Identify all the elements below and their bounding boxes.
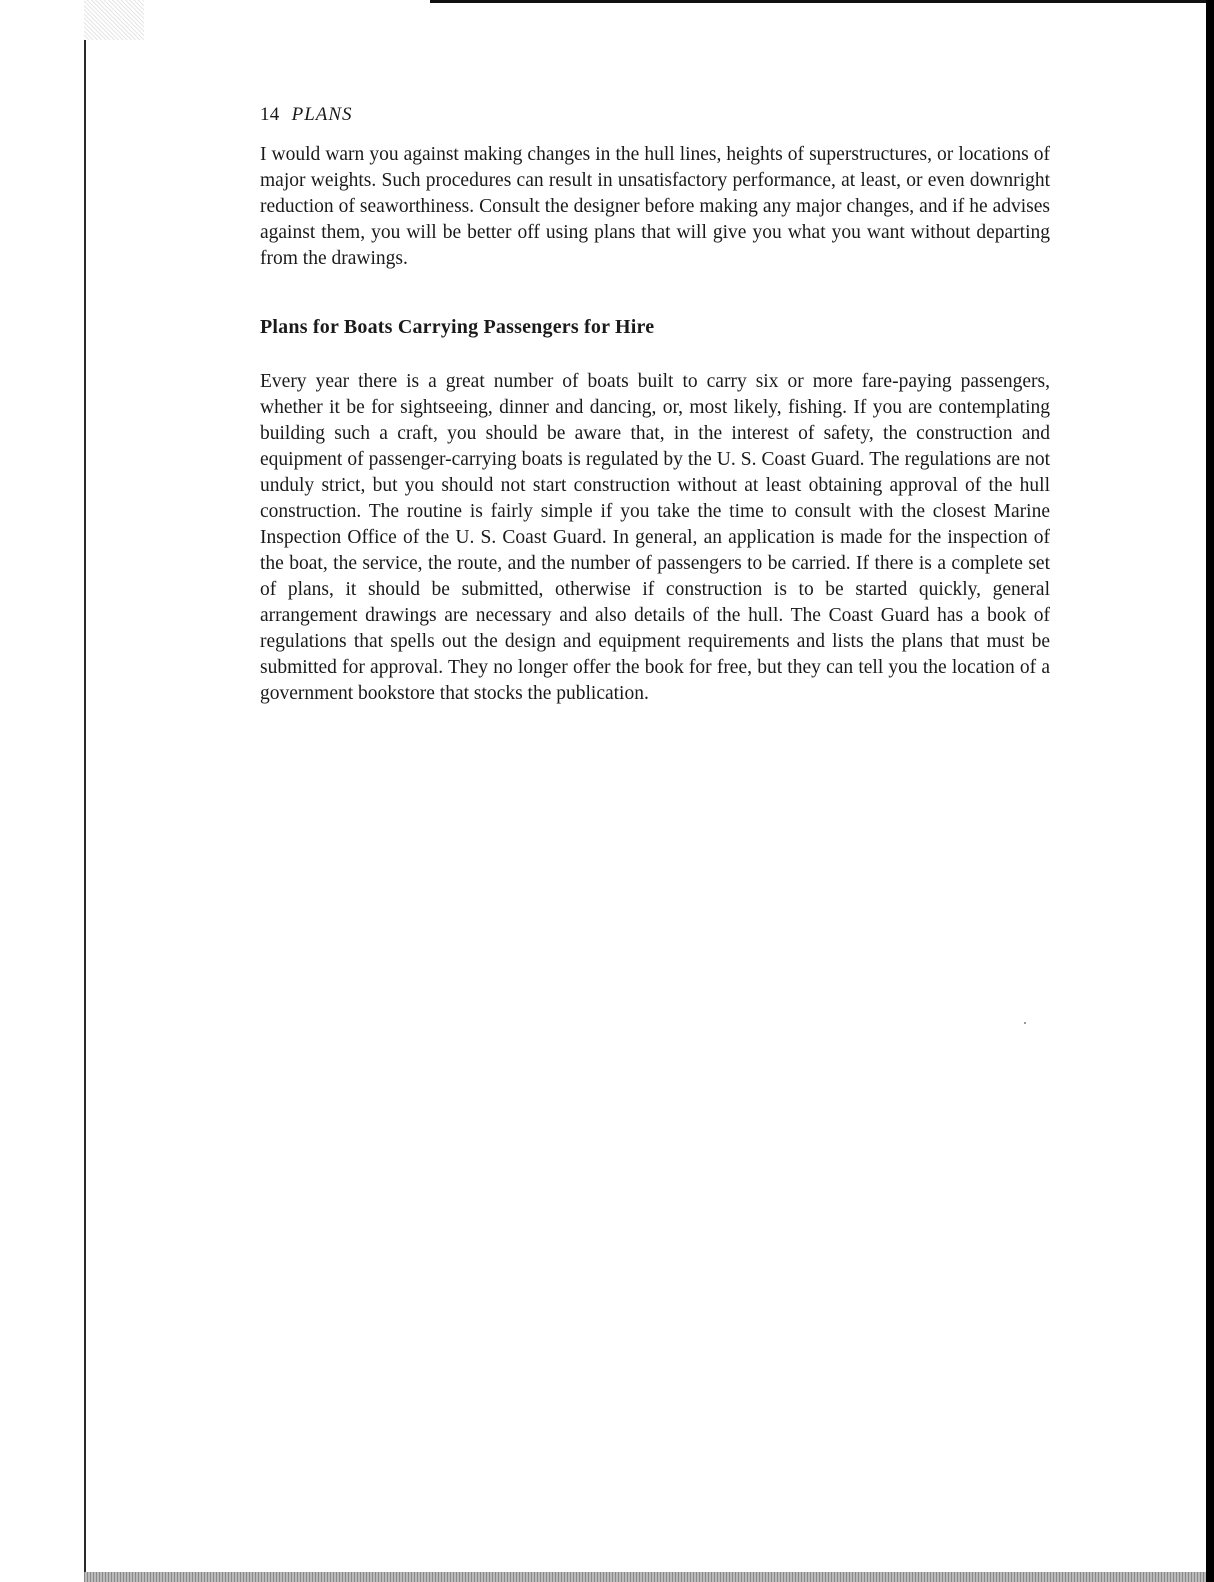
scan-noise-corner <box>84 0 144 40</box>
scan-edge-top <box>430 0 1206 3</box>
scan-edge-bottom <box>84 1572 1206 1582</box>
page-number: 14 <box>260 104 280 125</box>
scan-margin-left <box>0 0 86 1582</box>
book-page <box>260 104 1050 707</box>
running-head <box>260 104 1050 126</box>
scan-edge-left <box>84 0 86 1582</box>
section-paragraph: Every year there is a great number of boats built to carry six or more fare-paying passengers, whether it be for sightseeing, dinner and dancing, or, most likely, fishing. If you are contemplating building such a craft, you should be aware that, in the interest of safety, the construction and equipment of passenger-carrying boats is regulated by the U. S. Coast Guard. The regulations are not unduly strict, but you should not start construction without at least obtaining approval of the hull construction. The routine is fairly simple if you take the time to consult with the closest Marine Inspection Office of the U. S. Coast Guard. In general, an application is made for the inspection of the boat, the service, the route, and the number of passengers to be carried. If there is a complete set of plans, it should be submitted, otherwise if construction is to be started quickly, general arrangement drawings are necessary and also details of the hull. The Coast Guard has a book of regulations that spells out the design and equipment requirements and lists the plans that must be submitted for approval. They no longer offer the book for free, but they can tell you the location of a government bookstore that stocks the publication. <box>260 371 1050 704</box>
scan-edge-right <box>1206 0 1214 1582</box>
intro-paragraph: I would warn you against making changes in the hull lines, heights of superstructures, or locations of major weights. Such procedures can result in unsatisfactory performance, at least, or even downright reduction of seaworthiness. Consult the designer before making any major changes, and if he advises against them, you will be better off using plans that will give you what you want without departing from the drawings. <box>260 144 1050 269</box>
chapter-title: PLANS <box>291 104 353 125</box>
section-heading: Plans for Boats Carrying Passengers for Hire <box>260 316 655 338</box>
scan-speck <box>1024 1022 1026 1024</box>
